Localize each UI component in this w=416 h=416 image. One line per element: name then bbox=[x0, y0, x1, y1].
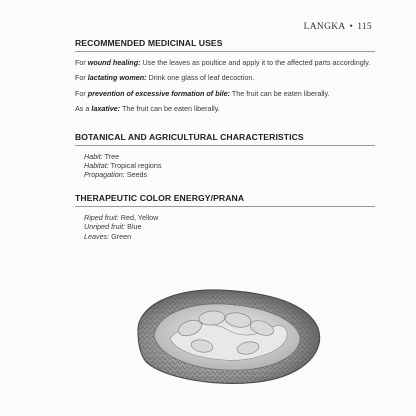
section-rule bbox=[75, 145, 375, 146]
item-value: Blue bbox=[125, 222, 142, 232]
running-head-title: LANGKA bbox=[303, 22, 346, 32]
botanical-item-propagation bbox=[84, 170, 375, 179]
item-value: Green bbox=[109, 231, 132, 241]
item-key: Propagation: bbox=[84, 170, 125, 180]
use-prefix: For bbox=[75, 58, 88, 67]
section-rule bbox=[75, 51, 375, 52]
medicinal-use-bile bbox=[75, 89, 375, 98]
item-value: Seeds bbox=[124, 170, 148, 180]
color-item-unriped bbox=[84, 222, 375, 231]
botanical-item-habit bbox=[84, 152, 375, 161]
running-head-bullet: • bbox=[349, 22, 354, 32]
use-text: The fruit can be eaten liberally. bbox=[120, 104, 220, 114]
item-value: Tropical regions bbox=[108, 161, 162, 171]
item-key: Riped fruit: bbox=[84, 212, 119, 222]
color-item-leaves bbox=[84, 232, 375, 241]
medicinal-use-laxative bbox=[75, 104, 375, 113]
use-term: prevention of excessive formation of bile: bbox=[87, 88, 230, 98]
medicinal-use-wound-healing bbox=[75, 58, 375, 67]
page-content bbox=[75, 38, 375, 241]
use-prefix: For bbox=[75, 88, 88, 98]
botanical-list bbox=[84, 152, 375, 180]
section-title-medicinal: RECOMMENDED MEDICINAL USES bbox=[75, 38, 223, 48]
jackfruit-illustration bbox=[130, 280, 330, 388]
section-rule bbox=[75, 206, 375, 207]
section-title-color-energy: THERAPEUTIC COLOR ENERGY/PRANA bbox=[75, 192, 245, 203]
use-term: lactating women: bbox=[87, 73, 147, 83]
use-text: Use the leaves as poultice and apply it to the affected parts accordingly. bbox=[140, 58, 371, 67]
use-term: laxative: bbox=[91, 104, 121, 114]
medicinal-use-lactating bbox=[75, 73, 375, 82]
botanical-item-habitat bbox=[84, 161, 375, 170]
use-text: The fruit can be eaten liberally. bbox=[229, 88, 330, 98]
use-prefix: For bbox=[75, 73, 88, 83]
item-value: Tree bbox=[102, 151, 120, 161]
use-text: Drink one glass of leaf decoction. bbox=[146, 73, 255, 83]
page-number: 115 bbox=[357, 22, 372, 32]
item-key: Habit: bbox=[84, 151, 103, 161]
use-prefix: As a bbox=[75, 104, 92, 114]
item-value: Red, Yellow bbox=[118, 212, 159, 222]
color-item-riped bbox=[84, 213, 375, 222]
section-title-botanical: BOTANICAL AND AGRICULTURAL CHARACTERISTICS bbox=[75, 131, 304, 142]
item-key: Habitat: bbox=[84, 161, 109, 171]
use-term: wound healing: bbox=[87, 58, 141, 67]
item-key: Unriped fruit: bbox=[84, 222, 126, 232]
running-head bbox=[304, 22, 372, 32]
color-energy-list bbox=[84, 213, 375, 241]
item-key: Leaves: bbox=[84, 231, 110, 241]
